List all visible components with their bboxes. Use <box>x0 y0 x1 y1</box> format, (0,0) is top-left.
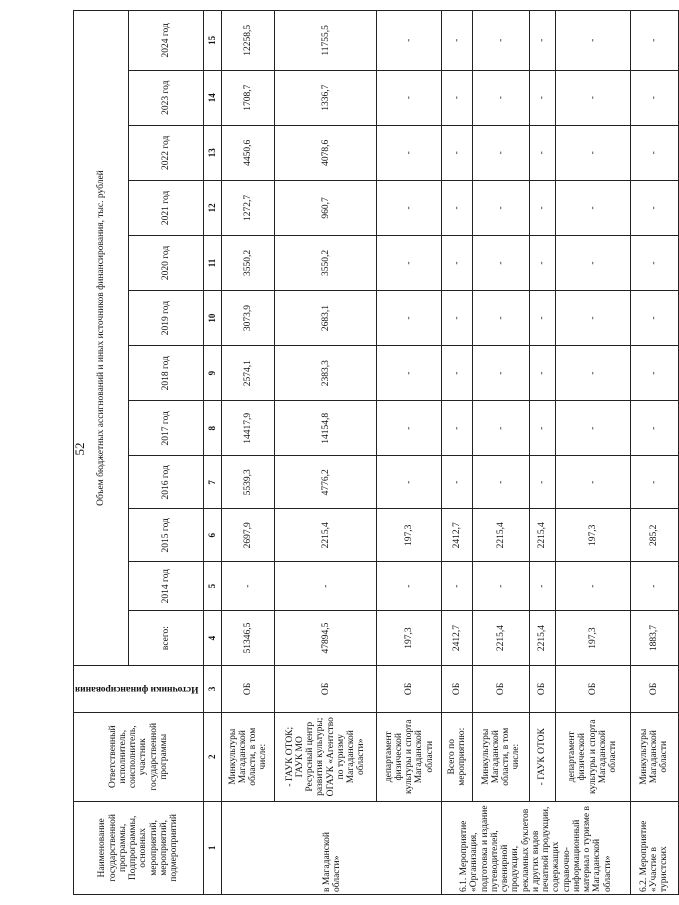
year-value-cell: - <box>473 11 530 71</box>
year-value-cell: - <box>530 401 556 456</box>
responsible-cell: - ГАУК ОТОК <box>530 712 556 801</box>
year-value-cell: - <box>473 125 530 180</box>
index-cell: 1 <box>203 801 222 894</box>
table-row <box>377 11 442 895</box>
year-value-cell: - <box>473 70 530 125</box>
year-value-cell: - <box>530 11 556 71</box>
table-row <box>473 11 530 895</box>
year-value-cell: 14417,9 <box>222 401 275 456</box>
source-cell: ОБ <box>473 666 530 713</box>
source-cell: ОБ <box>630 666 678 713</box>
year-value-cell: - <box>630 180 678 235</box>
year-value-cell: - <box>530 456 556 509</box>
total-value-cell: 47894,5 <box>275 611 377 666</box>
program-name-cell: в Магаданской области» <box>222 801 442 894</box>
index-cell: 8 <box>203 401 222 456</box>
year-value-cell: - <box>442 346 473 401</box>
header-year-2019: 2019 год <box>129 291 204 346</box>
year-value-cell: - <box>473 456 530 509</box>
year-value-cell: - <box>377 11 442 71</box>
program-name-cell: 6.2. Мероприятие «Участие в туристских <box>630 801 678 894</box>
year-value-cell: - <box>377 562 442 611</box>
year-value-cell: - <box>473 180 530 235</box>
column-index-row <box>203 11 222 895</box>
year-value-cell: 2383,3 <box>275 346 377 401</box>
source-cell: ОБ <box>555 666 630 713</box>
source-cell: ОБ <box>530 666 556 713</box>
header-year-2020: 2020 год <box>129 235 204 290</box>
index-cell: 12 <box>203 180 222 235</box>
year-value-cell: - <box>530 125 556 180</box>
year-value-cell: - <box>442 291 473 346</box>
year-value-cell: - <box>377 125 442 180</box>
year-value-cell: 2215,4 <box>473 509 530 562</box>
year-value-cell: - <box>442 180 473 235</box>
year-value-cell: - <box>377 291 442 346</box>
year-value-cell: - <box>530 562 556 611</box>
year-value-cell: - <box>530 346 556 401</box>
header-year-2023: 2023 год <box>129 70 204 125</box>
year-value-cell: - <box>630 401 678 456</box>
year-value-cell: - <box>473 562 530 611</box>
year-value-cell: 960,7 <box>275 180 377 235</box>
source-cell: ОБ <box>442 666 473 713</box>
budget-table <box>73 10 679 895</box>
year-value-cell: 12258,5 <box>222 11 275 71</box>
year-value-cell: - <box>630 70 678 125</box>
year-value-cell: - <box>630 562 678 611</box>
year-value-cell: - <box>555 562 630 611</box>
year-value-cell: 2215,4 <box>530 509 556 562</box>
year-value-cell: - <box>275 562 377 611</box>
year-value-cell: 285,2 <box>630 509 678 562</box>
responsible-cell: Минкультуры Магаданской области, в том числе: <box>473 712 530 801</box>
year-value-cell: - <box>442 125 473 180</box>
header-total: всего: <box>129 611 204 666</box>
year-value-cell: - <box>555 401 630 456</box>
index-cell: 2 <box>203 712 222 801</box>
year-value-cell: - <box>555 180 630 235</box>
year-value-cell: - <box>630 346 678 401</box>
year-value-cell: 2574,1 <box>222 346 275 401</box>
year-value-cell: - <box>630 11 678 71</box>
year-value-cell: - <box>530 180 556 235</box>
year-value-cell: - <box>222 562 275 611</box>
year-value-cell: 197,3 <box>377 509 442 562</box>
index-cell: 3 <box>203 666 222 713</box>
year-value-cell: 4450,6 <box>222 125 275 180</box>
year-value-cell: - <box>473 346 530 401</box>
responsible-cell: Минкультуры Магаданской области <box>630 712 678 801</box>
source-cell: ОБ <box>275 666 377 713</box>
year-value-cell: 1336,7 <box>275 70 377 125</box>
table-row <box>630 11 678 895</box>
total-value-cell: 2215,4 <box>473 611 530 666</box>
year-value-cell: 4078,6 <box>275 125 377 180</box>
index-cell: 13 <box>203 125 222 180</box>
responsible-cell: Всего по мероприятию: <box>442 712 473 801</box>
year-value-cell: 2412,7 <box>442 509 473 562</box>
year-value-cell: - <box>630 125 678 180</box>
year-value-cell: - <box>442 456 473 509</box>
header-year-2022: 2022 год <box>129 125 204 180</box>
year-value-cell: - <box>530 291 556 346</box>
index-cell: 4 <box>203 611 222 666</box>
year-value-cell: 3550,2 <box>275 235 377 290</box>
header-responsible: Ответственный исполнитель, соисполнитель, участник государственной программы <box>74 712 204 801</box>
responsible-cell: департамент физической культуры и спорта Магаданской области <box>555 712 630 801</box>
index-cell: 7 <box>203 456 222 509</box>
header-name: Наименование государственной программы, Подпрограммы, основных мероприятий, мероприятий, подмероприятий <box>74 801 204 894</box>
year-value-cell: 197,3 <box>555 509 630 562</box>
year-value-cell: - <box>555 11 630 71</box>
year-value-cell: - <box>473 401 530 456</box>
year-value-cell: - <box>377 180 442 235</box>
source-cell: ОБ <box>377 666 442 713</box>
total-value-cell: 2215,4 <box>530 611 556 666</box>
table-row <box>222 11 275 895</box>
year-value-cell: 2215,4 <box>275 509 377 562</box>
year-value-cell: - <box>530 70 556 125</box>
responsible-cell: - ГАУК ОТОК; ГАУК МО Ресурсный центр развития культуры; ОГАУК «Агентство по туризму Магаданской области» <box>275 712 377 801</box>
year-value-cell: 11755,5 <box>275 11 377 71</box>
year-value-cell: - <box>630 456 678 509</box>
year-value-cell: - <box>377 235 442 290</box>
year-value-cell: - <box>442 401 473 456</box>
year-value-cell: - <box>555 125 630 180</box>
index-cell: 5 <box>203 562 222 611</box>
year-value-cell: - <box>473 291 530 346</box>
header-source-text: Источники финансирования <box>75 684 199 695</box>
header-year-2014: 2014 год <box>129 562 204 611</box>
table-row <box>530 11 556 895</box>
year-value-cell: 3550,2 <box>222 235 275 290</box>
year-value-cell: 5539,3 <box>222 456 275 509</box>
total-value-cell: 51346,5 <box>222 611 275 666</box>
year-value-cell: 2683,1 <box>275 291 377 346</box>
header-year-2018: 2018 год <box>129 346 204 401</box>
responsible-cell: департамент физической культуры и спорта Магаданской области <box>377 712 442 801</box>
header-source <box>74 666 204 713</box>
year-value-cell: 1272,7 <box>222 180 275 235</box>
index-cell: 9 <box>203 346 222 401</box>
total-value-cell: 197,3 <box>555 611 630 666</box>
total-value-cell: 197,3 <box>377 611 442 666</box>
header-year-2016: 2016 год <box>129 456 204 509</box>
header-year-2017: 2017 год <box>129 401 204 456</box>
year-value-cell: - <box>630 235 678 290</box>
year-value-cell: - <box>442 562 473 611</box>
year-value-cell: 14154,8 <box>275 401 377 456</box>
total-value-cell: 1883,7 <box>630 611 678 666</box>
year-value-cell: - <box>555 235 630 290</box>
year-value-cell: - <box>377 456 442 509</box>
year-value-cell: - <box>555 346 630 401</box>
responsible-cell: Минкультуры Магаданской области, в том числе: <box>222 712 275 801</box>
year-value-cell: - <box>530 235 556 290</box>
year-value-cell: 3073,9 <box>222 291 275 346</box>
index-cell: 6 <box>203 509 222 562</box>
data-rows <box>222 11 678 895</box>
year-value-cell: - <box>555 456 630 509</box>
year-value-cell: - <box>377 401 442 456</box>
page-number: 52 <box>72 442 87 456</box>
year-value-cell: - <box>377 70 442 125</box>
header-year-2021: 2021 год <box>129 180 204 235</box>
program-name-cell: 6.1. Мероприятие «Организация, подготовка и издание путеводителей, сувенирной продукции, рекламных буклетов и других видов печатной продукции, содержащих справочно-информационный материал о туризме в Магаданской области» <box>442 801 630 894</box>
source-cell: ОБ <box>222 666 275 713</box>
index-cell: 11 <box>203 235 222 290</box>
year-value-cell: - <box>442 70 473 125</box>
header-funding-group: Объем бюджетных ассигнований и иных источников финансирования, тыс. рублей <box>74 11 129 666</box>
year-value-cell: - <box>377 346 442 401</box>
year-value-cell: - <box>630 291 678 346</box>
header-year-2015: 2015 год <box>129 509 204 562</box>
year-value-cell: - <box>442 235 473 290</box>
header-year-2024: 2024 год <box>129 11 204 71</box>
table-row <box>275 11 377 895</box>
index-cell: 15 <box>203 11 222 71</box>
year-value-cell: - <box>473 235 530 290</box>
rotated-table-container <box>73 10 670 895</box>
table-row <box>442 11 473 895</box>
index-cell: 10 <box>203 291 222 346</box>
year-value-cell: 1708,7 <box>222 70 275 125</box>
index-cell: 14 <box>203 70 222 125</box>
year-value-cell: - <box>555 291 630 346</box>
year-value-cell: - <box>442 11 473 71</box>
year-value-cell: 4776,2 <box>275 456 377 509</box>
year-value-cell: - <box>555 70 630 125</box>
total-value-cell: 2412,7 <box>442 611 473 666</box>
table-row <box>555 11 630 895</box>
year-value-cell: 2697,9 <box>222 509 275 562</box>
